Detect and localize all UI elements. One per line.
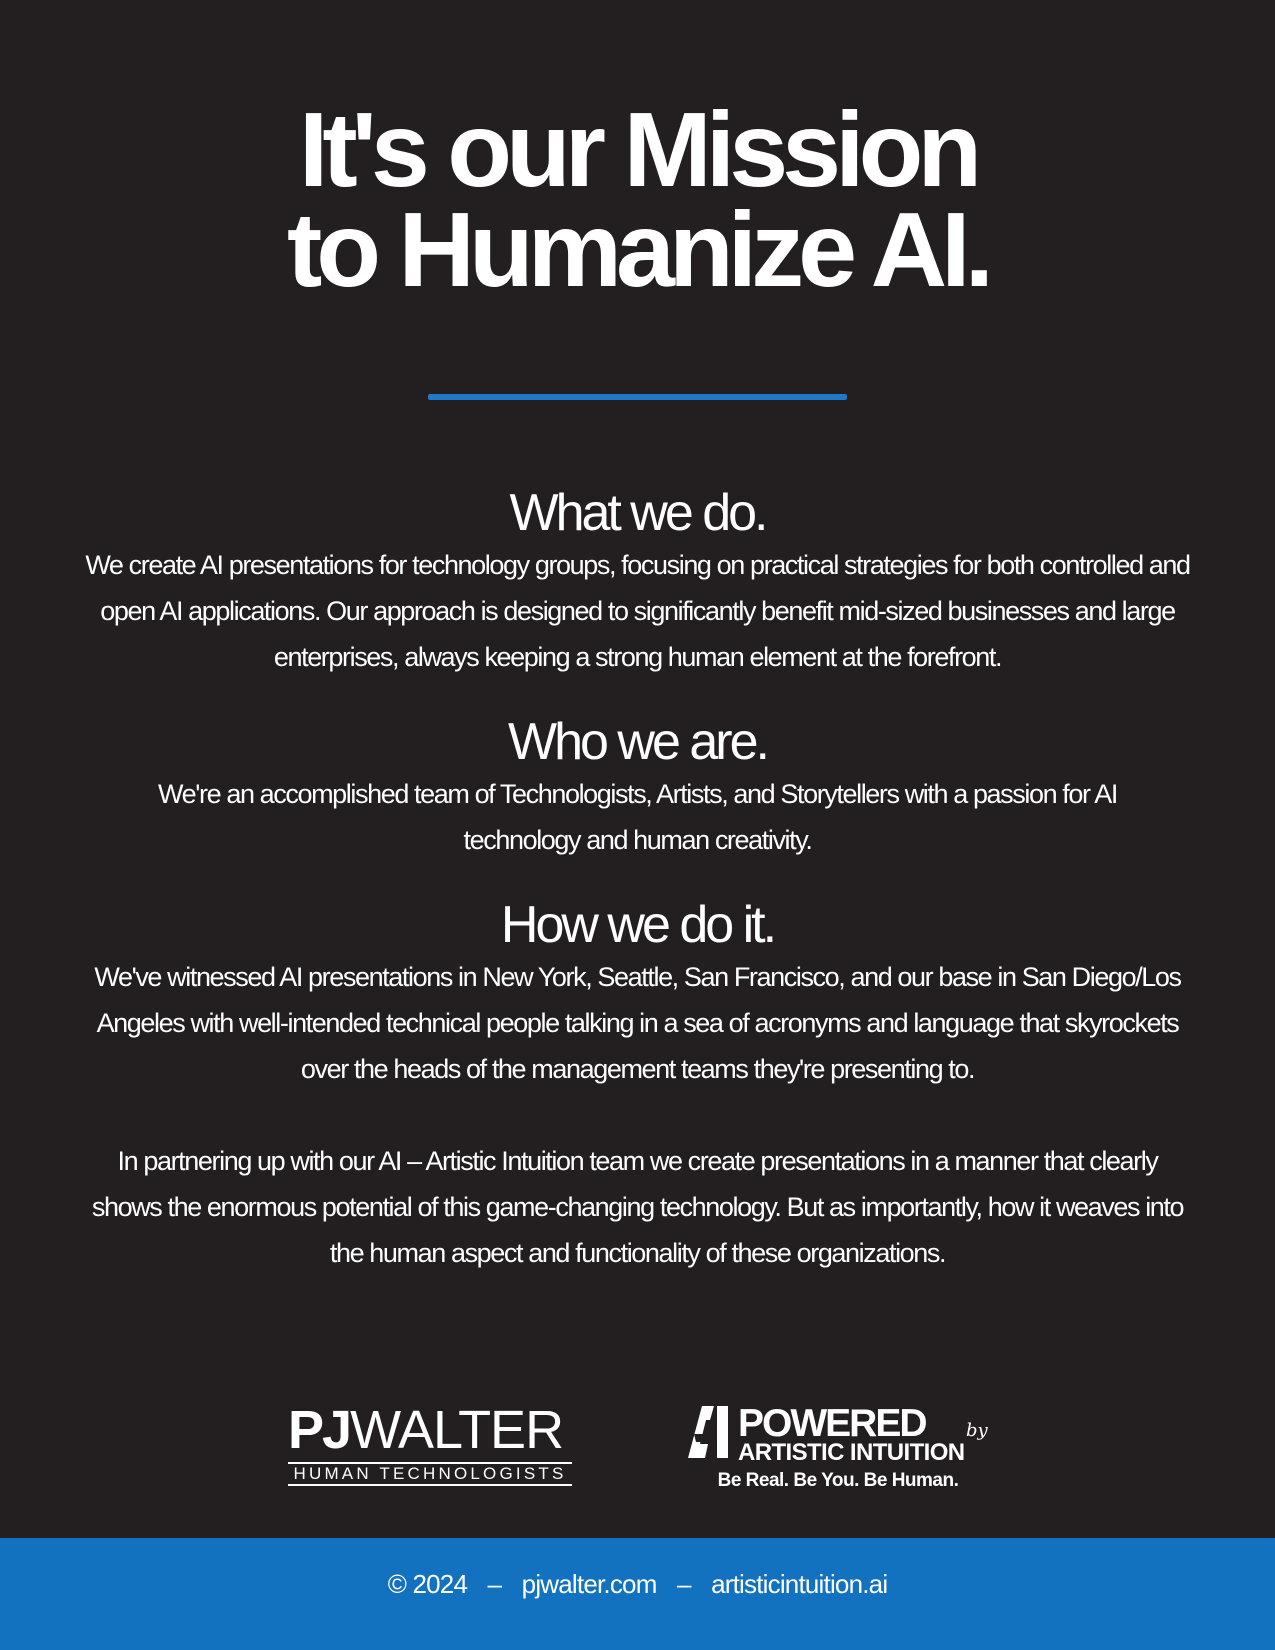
- section-paragraph: In partnering up with our AI – Artistic Intuition team we create presentations in a manner that clearly shows the enormous potential of this game-changing technology. But as importantly, how it weaves into the human aspect and functionality of these organizations.: [91, 1146, 1184, 1268]
- section-who-we-are: [0, 713, 1275, 863]
- headline: [0, 91, 1275, 309]
- powered-by-artistic-intuition-logo: [688, 1404, 988, 1494]
- pjwalter-logo-name: WALTER: [350, 1400, 564, 1460]
- pjwalter-logo-initials: PJ: [288, 1400, 351, 1460]
- headline-line-1: It's our Mission: [298, 91, 977, 209]
- pjwalter-logo-subtitle: HUMAN TECHNOLOGISTS: [288, 1462, 572, 1486]
- section-what-we-do: [0, 484, 1275, 680]
- copyright-text: © 2024: [387, 1569, 468, 1599]
- footer-link-artisticintuition[interactable]: artisticintuition.ai: [711, 1569, 888, 1599]
- ai-logo-name: ARTISTIC INTUITION: [738, 1439, 965, 1466]
- section-paragraph: We're an accomplished team of Technologists, Artists, and Storytellers with a passion for AI technology and human creativity.: [158, 779, 1117, 855]
- footer-bar: [0, 1538, 1275, 1650]
- ai-monogram-icon: [688, 1406, 728, 1458]
- footer-link-pjwalter[interactable]: pjwalter.com: [521, 1569, 657, 1599]
- section-how-we-do-it: [0, 896, 1275, 1276]
- section-paragraph: We create AI presentations for technology groups, focusing on practical strategies for both controlled and open AI applications. Our approach is designed to significantly benefit mid-sized businesses and large enterprises, always keeping a strong human element at the forefront.: [85, 550, 1190, 672]
- section-paragraph: We've witnessed AI presentations in New York, Seattle, San Francisco, and our base in San Diego/Los Angeles with well-intended technical people talking in a sea of acronyms and language that skyrockets over the heads of the management teams they're presenting to.: [94, 962, 1181, 1084]
- section-heading: Who we are.: [508, 713, 767, 771]
- ai-logo-by: by: [966, 1420, 988, 1441]
- divider-rule: [428, 394, 847, 400]
- ai-logo-tagline: Be Real. Be You. Be Human.: [717, 1470, 959, 1491]
- pjwalter-logo: [288, 1402, 572, 1484]
- section-heading: How we do it.: [500, 896, 775, 954]
- headline-line-2: to Humanize AI.: [286, 191, 989, 309]
- footer-separator: –: [677, 1569, 691, 1599]
- section-heading: What we do.: [509, 484, 766, 542]
- ai-logo-powered: POWERED: [738, 1402, 926, 1445]
- footer-separator: –: [487, 1569, 502, 1599]
